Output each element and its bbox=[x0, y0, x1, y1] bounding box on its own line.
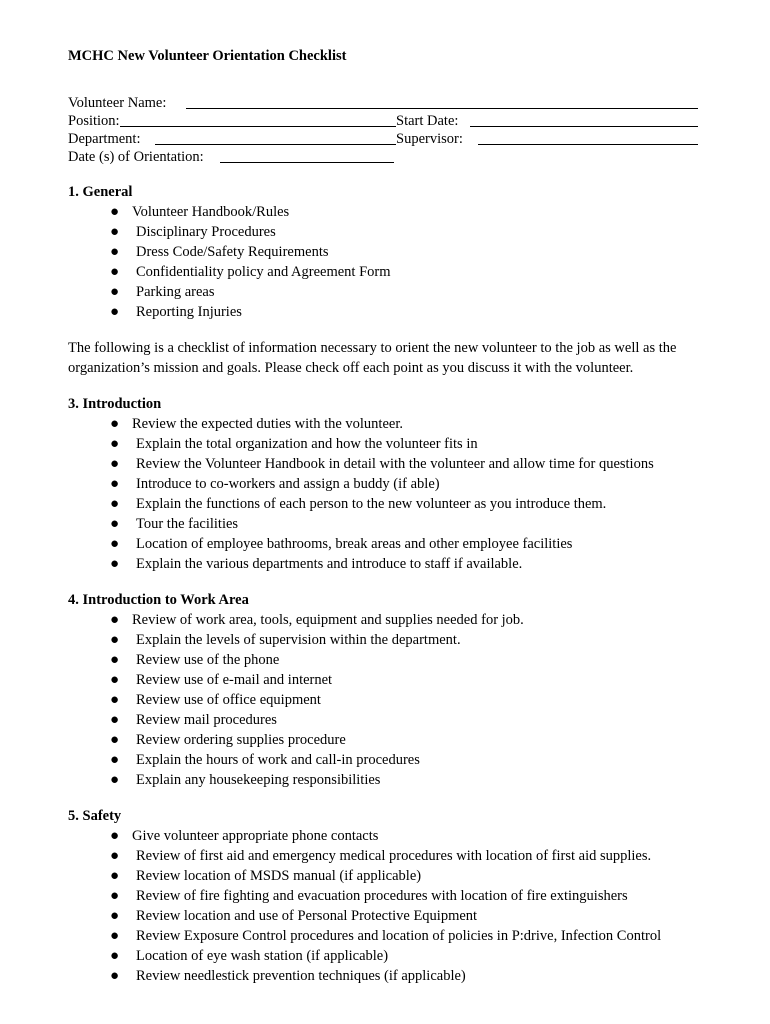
bullet-icon: ● bbox=[110, 772, 120, 788]
list-item: ● Disciplinary Procedures bbox=[110, 224, 276, 240]
introduction-list bbox=[68, 414, 708, 574]
section-general-heading: 1. General bbox=[68, 184, 133, 200]
bullet-icon: ● bbox=[110, 752, 120, 768]
orientation-dates-row bbox=[68, 148, 708, 166]
list-item: ● Review location of MSDS manual (if applicable) bbox=[110, 868, 422, 884]
bullet-icon: ● bbox=[110, 612, 120, 628]
bullet-icon: ● bbox=[110, 632, 120, 648]
list-item: ● Review use of the phone bbox=[110, 652, 280, 668]
bullet-icon: ● bbox=[110, 948, 120, 964]
orientation-dates-line[interactable] bbox=[220, 148, 394, 163]
list-item: ● Review location and use of Personal Protective Equipment bbox=[110, 908, 478, 924]
list-item: ● Parking areas bbox=[110, 284, 215, 300]
bullet-icon: ● bbox=[110, 888, 120, 904]
bullet-icon: ● bbox=[110, 556, 120, 572]
bullet-icon: ● bbox=[110, 968, 120, 984]
bullet-icon: ● bbox=[110, 516, 120, 532]
list-item: ● Review needlestick prevention techniques (if applicable) bbox=[110, 968, 466, 984]
list-item: ● Review of work area, tools, equipment and supplies needed for job. bbox=[110, 612, 524, 628]
list-item: ● Tour the facilities bbox=[110, 516, 239, 532]
department-row bbox=[68, 130, 708, 148]
bullet-icon: ● bbox=[110, 244, 120, 260]
section-work-area-heading: 4. Introduction to Work Area bbox=[68, 592, 249, 608]
section-safety-heading: 5. Safety bbox=[68, 808, 122, 824]
start-date-label: Start Date: bbox=[396, 113, 459, 129]
list-item: ● Review the expected duties with the volunteer. bbox=[110, 416, 403, 432]
supervisor-label: Supervisor: bbox=[396, 131, 463, 147]
list-item: ● Review use of e-mail and internet bbox=[110, 672, 333, 688]
list-item: ● Review ordering supplies procedure bbox=[110, 732, 346, 748]
general-list bbox=[68, 202, 708, 322]
position-line[interactable] bbox=[120, 112, 396, 127]
department-line[interactable] bbox=[155, 130, 396, 145]
bullet-icon: ● bbox=[110, 476, 120, 492]
intro-paragraph: The following is a checklist of information necessary to orient the new volunteer to the job as well as the organization’s mission and goals. Please check off each point as you discuss it with the volunteer. bbox=[68, 340, 677, 376]
list-item: ● Explain the various departments and introduce to staff if available. bbox=[110, 556, 523, 572]
start-date-line[interactable] bbox=[470, 112, 698, 127]
bullet-icon: ● bbox=[110, 712, 120, 728]
list-item: ● Review of fire fighting and evacuation procedures with location of fire extinguishers bbox=[110, 888, 628, 904]
bullet-icon: ● bbox=[110, 204, 120, 220]
section-introduction-heading: 3. Introduction bbox=[68, 396, 162, 412]
list-item: ● Review the Volunteer Handbook in detail with the volunteer and allow time for questions bbox=[110, 456, 654, 472]
list-item: ● Explain the levels of supervision within the department. bbox=[110, 632, 461, 648]
list-item: ● Dress Code/Safety Requirements bbox=[110, 244, 329, 260]
volunteer-name-line[interactable] bbox=[186, 94, 698, 109]
bullet-icon: ● bbox=[110, 868, 120, 884]
list-item: ● Location of eye wash station (if applicable) bbox=[110, 948, 389, 964]
bullet-icon: ● bbox=[110, 652, 120, 668]
bullet-icon: ● bbox=[110, 828, 120, 844]
list-item: ● Give volunteer appropriate phone contacts bbox=[110, 828, 379, 844]
list-item: ● Review Exposure Control procedures and location of policies in P:drive, Infection Control bbox=[110, 928, 662, 944]
bullet-icon: ● bbox=[110, 304, 120, 320]
bullet-icon: ● bbox=[110, 496, 120, 512]
list-item: ● Explain the hours of work and call-in procedures bbox=[110, 752, 420, 768]
list-item: ● Explain the total organization and how the volunteer fits in bbox=[110, 436, 478, 452]
bullet-icon: ● bbox=[110, 284, 120, 300]
bullet-icon: ● bbox=[110, 416, 120, 432]
work-area-list bbox=[68, 610, 708, 790]
bullet-icon: ● bbox=[110, 264, 120, 280]
supervisor-line[interactable] bbox=[478, 130, 698, 145]
list-item: ● Location of employee bathrooms, break areas and other employee facilities bbox=[110, 536, 573, 552]
bullet-icon: ● bbox=[110, 536, 120, 552]
list-item: ● Review mail procedures bbox=[110, 712, 277, 728]
bullet-icon: ● bbox=[110, 692, 120, 708]
document-page bbox=[68, 46, 708, 986]
position-label: Position: bbox=[68, 113, 120, 129]
list-item: ● Introduce to co-workers and assign a buddy (if able) bbox=[110, 476, 440, 492]
bullet-icon: ● bbox=[110, 908, 120, 924]
bullet-icon: ● bbox=[110, 224, 120, 240]
list-item: ● Explain the functions of each person to the new volunteer as you introduce them. bbox=[110, 496, 607, 512]
list-item: ● Review use of office equipment bbox=[110, 692, 321, 708]
list-item: ● Reporting Injuries bbox=[110, 304, 242, 320]
department-label: Department: bbox=[68, 131, 141, 147]
bullet-icon: ● bbox=[110, 732, 120, 748]
page-title: MCHC New Volunteer Orientation Checklist bbox=[68, 48, 347, 64]
bullet-icon: ● bbox=[110, 672, 120, 688]
orientation-dates-label: Date (s) of Orientation: bbox=[68, 149, 204, 165]
bullet-icon: ● bbox=[110, 436, 120, 452]
list-item: ● Volunteer Handbook/Rules bbox=[110, 204, 290, 220]
list-item: ● Confidentiality policy and Agreement Form bbox=[110, 264, 391, 280]
volunteer-name-label: Volunteer Name: bbox=[68, 95, 167, 111]
bullet-icon: ● bbox=[110, 928, 120, 944]
safety-list bbox=[68, 826, 708, 986]
volunteer-info-fields bbox=[68, 94, 708, 166]
position-row bbox=[68, 112, 708, 130]
bullet-icon: ● bbox=[110, 848, 120, 864]
list-item: ● Explain any housekeeping responsibilities bbox=[110, 772, 381, 788]
list-item: ● Review of first aid and emergency medical procedures with location of first aid supplies. bbox=[110, 848, 652, 864]
bullet-icon: ● bbox=[110, 456, 120, 472]
volunteer-name-row bbox=[68, 94, 708, 112]
